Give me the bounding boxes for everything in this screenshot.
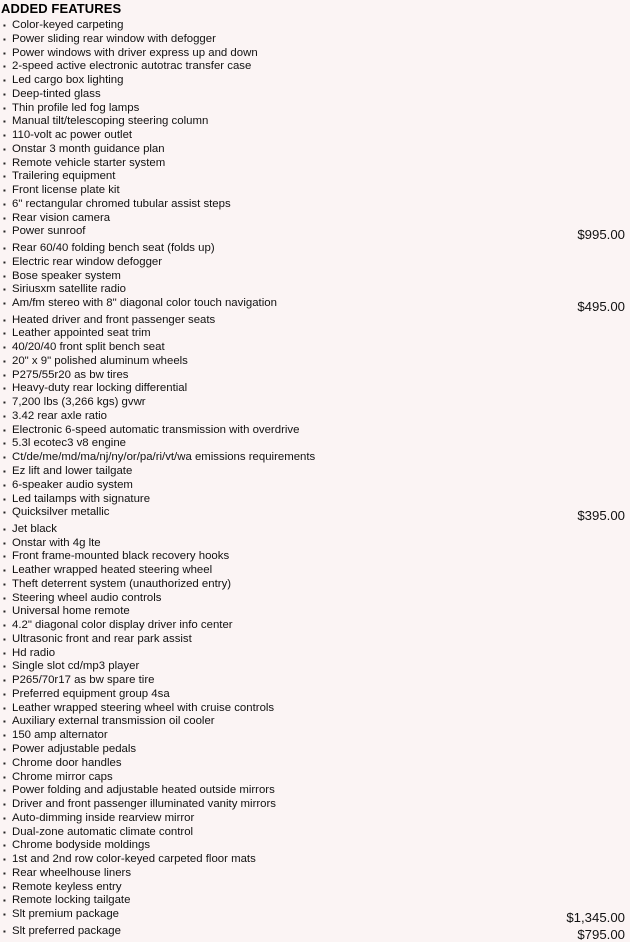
- feature-item: [0, 506, 630, 523]
- bullet-icon: ▪: [3, 758, 6, 768]
- feature-label: Led cargo box lighting: [12, 74, 124, 87]
- feature-item: [0, 129, 630, 143]
- feature-item: [0, 198, 630, 212]
- feature-item: [0, 451, 630, 465]
- bullet-icon: ▪: [3, 926, 6, 936]
- bullet-icon: ▪: [3, 158, 6, 168]
- bullet-icon: ▪: [3, 593, 6, 603]
- bullet-icon: ▪: [3, 172, 6, 182]
- feature-item: [0, 812, 630, 826]
- bullet-icon: ▪: [3, 621, 6, 631]
- feature-item: [0, 493, 630, 507]
- feature-label: 5.3l ecotec3 v8 engine: [12, 437, 126, 450]
- feature-item: [0, 894, 630, 908]
- feature-label: 40/20/40 front split bench seat: [12, 341, 165, 354]
- bullet-icon: ▪: [3, 356, 6, 366]
- feature-label: 6" rectangular chromed tubular assist steps: [12, 197, 231, 210]
- feature-label: Remote keyless entry: [12, 880, 122, 893]
- feature-list: [0, 19, 630, 942]
- feature-label: Single slot cd/mp3 player: [12, 660, 140, 673]
- bullet-icon: ▪: [3, 144, 6, 154]
- bullet-icon: ▪: [3, 508, 6, 518]
- feature-item: [0, 702, 630, 716]
- feature-item: [0, 523, 630, 537]
- feature-label: 110-volt ac power outlet: [12, 129, 133, 142]
- feature-label: Deep-tinted glass: [12, 87, 101, 100]
- bullet-icon: ▪: [3, 21, 6, 30]
- feature-label: 4.2" diagonal color display driver info center: [12, 619, 233, 632]
- feature-item: [0, 115, 630, 129]
- bullet-icon: ▪: [3, 566, 6, 576]
- feature-label: Dual-zone automatic climate control: [12, 825, 194, 838]
- feature-item: [0, 143, 630, 157]
- bullet-icon: ▪: [3, 117, 6, 127]
- bullet-icon: ▪: [3, 243, 6, 253]
- feature-item: [0, 688, 630, 702]
- feature-label: P265/70r17 as bw spare tire: [12, 674, 155, 687]
- feature-item: [0, 647, 630, 661]
- feature-label: Slt preferred package: [12, 924, 121, 937]
- feature-item: [0, 327, 630, 341]
- feature-item: [0, 729, 630, 743]
- bullet-icon: ▪: [3, 634, 6, 644]
- feature-label: Power folding and adjustable heated outside mirrors: [12, 784, 275, 797]
- bullet-icon: ▪: [3, 607, 6, 617]
- feature-label: Ez lift and lower tailgate: [12, 464, 133, 477]
- bullet-icon: ▪: [3, 896, 6, 906]
- feature-item: [0, 212, 630, 226]
- feature-item: [0, 674, 630, 688]
- feature-label: Universal home remote: [12, 605, 130, 618]
- feature-label: Siriusxm satellite radio: [12, 283, 126, 296]
- feature-label: Front license plate kit: [12, 184, 120, 197]
- bullet-icon: ▪: [3, 910, 6, 920]
- feature-label: Front frame-mounted black recovery hooks: [12, 550, 230, 563]
- feature-item: [0, 60, 630, 74]
- feature-label: Am/fm stereo with 8" diagonal color touch navigation: [12, 297, 277, 310]
- feature-label: P275/55r20 as bw tires: [12, 368, 129, 381]
- bullet-icon: ▪: [3, 299, 6, 309]
- feature-item: [0, 784, 630, 798]
- bullet-icon: ▪: [3, 227, 6, 237]
- bullet-icon: ▪: [3, 772, 6, 782]
- bullet-icon: ▪: [3, 676, 6, 686]
- bullet-icon: ▪: [3, 524, 6, 534]
- feature-label: Rear 60/40 folding bench seat (folds up): [12, 241, 215, 254]
- feature-label: 2-speed active electronic autotrac transfer case: [12, 60, 252, 73]
- feature-item: [0, 924, 630, 942]
- bullet-icon: ▪: [3, 453, 6, 463]
- feature-label: Remote vehicle starter system: [12, 156, 166, 169]
- bullet-icon: ▪: [3, 315, 6, 325]
- feature-item: [0, 74, 630, 88]
- feature-label: Color-keyed carpeting: [12, 19, 124, 31]
- feature-item: [0, 341, 630, 355]
- feature-label: Manual tilt/telescoping steering column: [12, 115, 209, 128]
- bullet-icon: ▪: [3, 648, 6, 658]
- feature-label: Jet black: [12, 522, 57, 535]
- feature-label: Thin profile led fog lamps: [12, 101, 140, 114]
- bullet-icon: ▪: [3, 745, 6, 755]
- feature-label: Rear vision camera: [12, 211, 111, 224]
- feature-item: [0, 633, 630, 647]
- feature-price: $395.00: [577, 508, 625, 524]
- feature-label: Slt premium package: [12, 908, 119, 921]
- feature-item: [0, 242, 630, 256]
- feature-label: Chrome bodyside moldings: [12, 839, 151, 852]
- bullet-icon: ▪: [3, 89, 6, 99]
- bullet-icon: ▪: [3, 717, 6, 727]
- feature-label: 6-speaker audio system: [12, 478, 133, 491]
- feature-label: Ct/de/me/md/ma/nj/ny/or/pa/ri/vt/wa emissions requirements: [12, 451, 316, 464]
- bullet-icon: ▪: [3, 813, 6, 823]
- feature-item: [0, 355, 630, 369]
- feature-item: [0, 225, 630, 242]
- feature-item: [0, 256, 630, 270]
- feature-label: Hd radio: [12, 646, 56, 659]
- feature-item: [0, 715, 630, 729]
- feature-label: Preferred equipment group 4sa: [12, 687, 170, 700]
- bullet-icon: ▪: [3, 285, 6, 295]
- feature-label: Ultrasonic front and rear park assist: [12, 632, 192, 645]
- feature-item: [0, 605, 630, 619]
- feature-label: Chrome mirror caps: [12, 770, 113, 783]
- bullet-icon: ▪: [3, 480, 6, 490]
- feature-item: [0, 660, 630, 674]
- bullet-icon: ▪: [3, 271, 6, 281]
- bullet-icon: ▪: [3, 855, 6, 865]
- bullet-icon: ▪: [3, 48, 6, 58]
- bullet-icon: ▪: [3, 494, 6, 504]
- feature-item: [0, 798, 630, 812]
- feature-item: [0, 578, 630, 592]
- feature-item: [0, 184, 630, 198]
- bullet-icon: ▪: [3, 689, 6, 699]
- feature-label: Led tailamps with signature: [12, 492, 151, 505]
- bullet-icon: ▪: [3, 34, 6, 44]
- bullet-icon: ▪: [3, 882, 6, 892]
- feature-item: [0, 826, 630, 840]
- feature-label: Electronic 6-speed automatic transmission with overdrive: [12, 423, 300, 436]
- feature-label: Auxiliary external transmission oil cooler: [12, 715, 215, 728]
- bullet-icon: ▪: [3, 103, 6, 113]
- feature-label: Power windows with driver express up and down: [12, 46, 258, 59]
- feature-item: [0, 465, 630, 479]
- feature-price: $995.00: [577, 227, 625, 243]
- feature-price: $795.00: [577, 926, 625, 942]
- bullet-icon: ▪: [3, 131, 6, 141]
- bullet-icon: ▪: [3, 199, 6, 209]
- bullet-icon: ▪: [3, 425, 6, 435]
- bullet-icon: ▪: [3, 662, 6, 672]
- feature-label: Power adjustable pedals: [12, 743, 137, 756]
- bullet-icon: ▪: [3, 76, 6, 86]
- feature-item: [0, 853, 630, 867]
- feature-label: Power sliding rear window with defogger: [12, 32, 216, 45]
- feature-item: [0, 437, 630, 451]
- feature-item: [0, 47, 630, 61]
- feature-label: Electric rear window defogger: [12, 255, 163, 268]
- feature-item: [0, 592, 630, 606]
- bullet-icon: ▪: [3, 579, 6, 589]
- feature-item: [0, 102, 630, 116]
- feature-price: $495.00: [577, 299, 625, 315]
- bullet-icon: ▪: [3, 552, 6, 562]
- bullet-icon: ▪: [3, 703, 6, 713]
- feature-item: [0, 537, 630, 551]
- feature-label: Heated driver and front passenger seats: [12, 313, 216, 326]
- feature-item: [0, 867, 630, 881]
- bullet-icon: ▪: [3, 62, 6, 72]
- feature-label: Onstar 3 month guidance plan: [12, 142, 165, 155]
- feature-label: Auto-dimming inside rearview mirror: [12, 811, 195, 824]
- feature-item: [0, 170, 630, 184]
- feature-label: 7,200 lbs (3,266 kgs) gvwr: [12, 396, 146, 409]
- feature-item: [0, 771, 630, 785]
- feature-item: [0, 479, 630, 493]
- bullet-icon: ▪: [3, 370, 6, 380]
- feature-item: [0, 908, 630, 925]
- feature-item: [0, 410, 630, 424]
- feature-item: [0, 270, 630, 284]
- feature-item: [0, 88, 630, 102]
- feature-label: Chrome door handles: [12, 756, 122, 769]
- bullet-icon: ▪: [3, 343, 6, 353]
- feature-label: 20" x 9" polished aluminum wheels: [12, 354, 188, 367]
- feature-label: Trailering equipment: [12, 170, 116, 183]
- feature-item: [0, 424, 630, 438]
- feature-label: Onstar with 4g lte: [12, 536, 101, 549]
- bullet-icon: ▪: [3, 841, 6, 851]
- bullet-icon: ▪: [3, 868, 6, 878]
- bullet-icon: ▪: [3, 439, 6, 449]
- feature-label: Leather wrapped steering wheel with cruise controls: [12, 701, 275, 714]
- feature-label: Leather appointed seat trim: [12, 327, 151, 340]
- feature-item: [0, 564, 630, 578]
- bullet-icon: ▪: [3, 213, 6, 223]
- feature-label: Quicksilver metallic: [12, 506, 110, 519]
- feature-item: [0, 743, 630, 757]
- feature-item: [0, 619, 630, 633]
- feature-label: Driver and front passenger illuminated vanity mirrors: [12, 798, 276, 811]
- feature-label: 1st and 2nd row color-keyed carpeted floor mats: [12, 853, 256, 866]
- bullet-icon: ▪: [3, 827, 6, 837]
- feature-item: [0, 369, 630, 383]
- bullet-icon: ▪: [3, 731, 6, 741]
- feature-item: [0, 33, 630, 47]
- bullet-icon: ▪: [3, 398, 6, 408]
- section-title: ADDED FEATURES: [1, 1, 122, 16]
- feature-item: [0, 839, 630, 853]
- feature-label: 150 amp alternator: [12, 729, 108, 742]
- feature-item: [0, 314, 630, 328]
- bullet-icon: ▪: [3, 538, 6, 548]
- feature-label: Rear wheelhouse liners: [12, 866, 132, 879]
- bullet-icon: ▪: [3, 186, 6, 196]
- feature-item: [0, 396, 630, 410]
- feature-item: [0, 382, 630, 396]
- feature-label: Power sunroof: [12, 225, 86, 238]
- feature-label: Steering wheel audio controls: [12, 591, 162, 604]
- feature-label: Leather wrapped heated steering wheel: [12, 564, 213, 577]
- bullet-icon: ▪: [3, 257, 6, 267]
- bullet-icon: ▪: [3, 800, 6, 810]
- feature-item: [0, 297, 630, 314]
- feature-item: [0, 283, 630, 297]
- feature-item: [0, 550, 630, 564]
- bullet-icon: ▪: [3, 466, 6, 476]
- feature-item: [0, 757, 630, 771]
- feature-label: Bose speaker system: [12, 269, 121, 282]
- feature-label: Theft deterrent system (unauthorized entry): [12, 577, 232, 590]
- bullet-icon: ▪: [3, 411, 6, 421]
- feature-label: Remote locking tailgate: [12, 894, 131, 907]
- bullet-icon: ▪: [3, 786, 6, 796]
- feature-label: 3.42 rear axle ratio: [12, 409, 107, 422]
- feature-item: [0, 157, 630, 171]
- feature-price: $1,345.00: [566, 910, 625, 926]
- feature-label: Heavy-duty rear locking differential: [12, 382, 188, 395]
- feature-item: [0, 881, 630, 895]
- feature-item: [0, 19, 630, 33]
- bullet-icon: ▪: [3, 384, 6, 394]
- bullet-icon: ▪: [3, 329, 6, 339]
